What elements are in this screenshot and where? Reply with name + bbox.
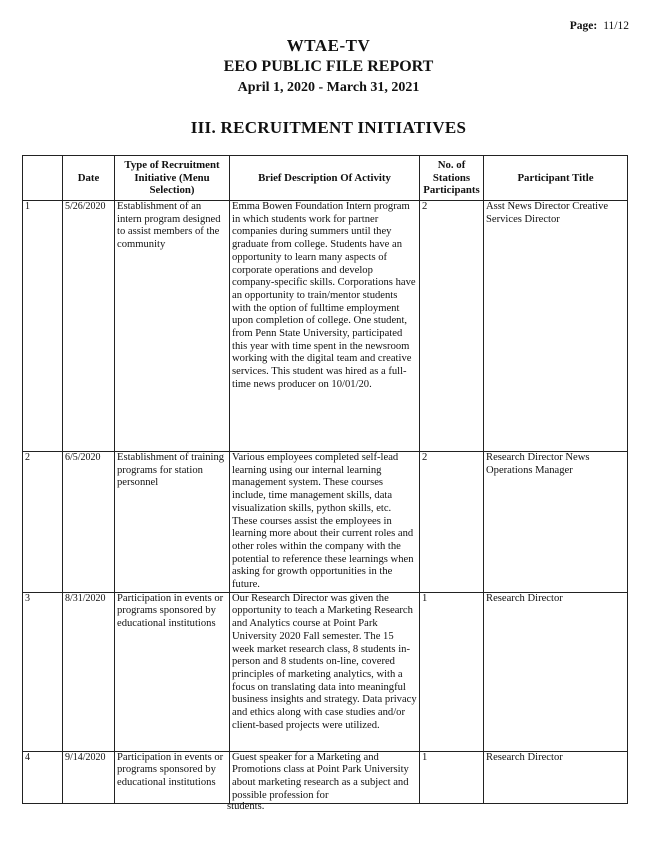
row-participant-title: Research Director bbox=[484, 751, 628, 803]
table-row bbox=[23, 751, 628, 803]
section-title: III. RECRUITMENT INITIATIVES bbox=[190, 118, 467, 137]
row-participants: 2 bbox=[420, 201, 484, 452]
row-number: 2 bbox=[23, 452, 63, 593]
col-header-participants: No. of Stations Participants bbox=[420, 156, 484, 201]
page-number-label: Page: bbox=[569, 20, 598, 32]
row-participants: 2 bbox=[420, 452, 484, 593]
recruitment-table bbox=[22, 155, 628, 804]
station-name: WTAE-TV bbox=[286, 36, 371, 55]
row-type: Participation in events or programs sponsored by educational institutions bbox=[115, 592, 230, 751]
col-header-description: Brief Description Of Activity bbox=[230, 156, 420, 201]
row-participants: 1 bbox=[420, 751, 484, 803]
table-header-row bbox=[23, 156, 628, 201]
row-number: 1 bbox=[23, 201, 63, 452]
row-participant-title: Research Director bbox=[484, 592, 628, 751]
row-description: Various employees completed self-lead learning using our internal learning management system. These courses include, time management skills, data visualization skills, python skills, etc. These courses assist the employees in learning more about their current roles and other roles within the company with the potential to reference these learnings when asking for growth opportunities in the future. bbox=[230, 452, 420, 593]
col-header-date: Date bbox=[63, 156, 115, 201]
row-participants: 1 bbox=[420, 592, 484, 751]
page-number-value: 11/12 bbox=[603, 20, 629, 32]
row-participant-title: Research Director News Operations Manager bbox=[484, 452, 628, 593]
row-number: 4 bbox=[23, 751, 63, 803]
row-date: 8/31/2020 bbox=[63, 592, 115, 751]
report-title: EEO PUBLIC FILE REPORT bbox=[223, 58, 434, 75]
report-period: April 1, 2020 - March 31, 2021 bbox=[237, 80, 420, 95]
col-header-type: Type of Recruitment Initiative (Menu Selection) bbox=[115, 156, 230, 201]
table-row bbox=[23, 201, 628, 452]
row-type: Establishment of an intern program designed to assist members of the community bbox=[115, 201, 230, 452]
row-description: Emma Bowen Foundation Intern program in which students work for partner companies during summers until they graduate from college. Students have an opportunity to learn many aspects of corporate operations and develop company-specific skills. Corporations have an opportunity to train/mentor students with the option of fulltime employment upon completion of college. One student, from Penn State University, participated this year with time spent in the newsroom working with the digital team and creative services. This student was hired as a full-time news producer on 10/01/20. bbox=[230, 201, 420, 452]
row-number: 3 bbox=[23, 592, 63, 751]
page-number bbox=[570, 20, 629, 32]
row-type: Establishment of training programs for station personnel bbox=[115, 452, 230, 593]
row-date: 5/26/2020 bbox=[63, 201, 115, 452]
description-overflow-text: students. bbox=[227, 801, 265, 812]
row-date: 9/14/2020 bbox=[63, 751, 115, 803]
table-row bbox=[23, 452, 628, 593]
row-type: Participation in events or programs sponsored by educational institutions bbox=[115, 751, 230, 803]
row-date: 6/5/2020 bbox=[63, 452, 115, 593]
table-row bbox=[23, 592, 628, 751]
row-description: Guest speaker for a Marketing and Promotions class at Point Park University about marketing research as a subject and possible profession for bbox=[230, 751, 420, 803]
row-description: Our Research Director was given the opportunity to teach a Marketing Research and Analytics course at Point Park University 2020 Fall semester. The 15 week market research class, 8 students in-person and 8 students on-line, covered principles of marketing analytics, with a focus on translating data into meaningful business insights and strategy. Data privacy and ethics along with case studies and/or client-based projects were utilized. bbox=[230, 592, 420, 751]
col-header-num bbox=[23, 156, 63, 201]
row-participant-title: Asst News Director Creative Services Director bbox=[484, 201, 628, 452]
col-header-title: Participant Title bbox=[484, 156, 628, 201]
